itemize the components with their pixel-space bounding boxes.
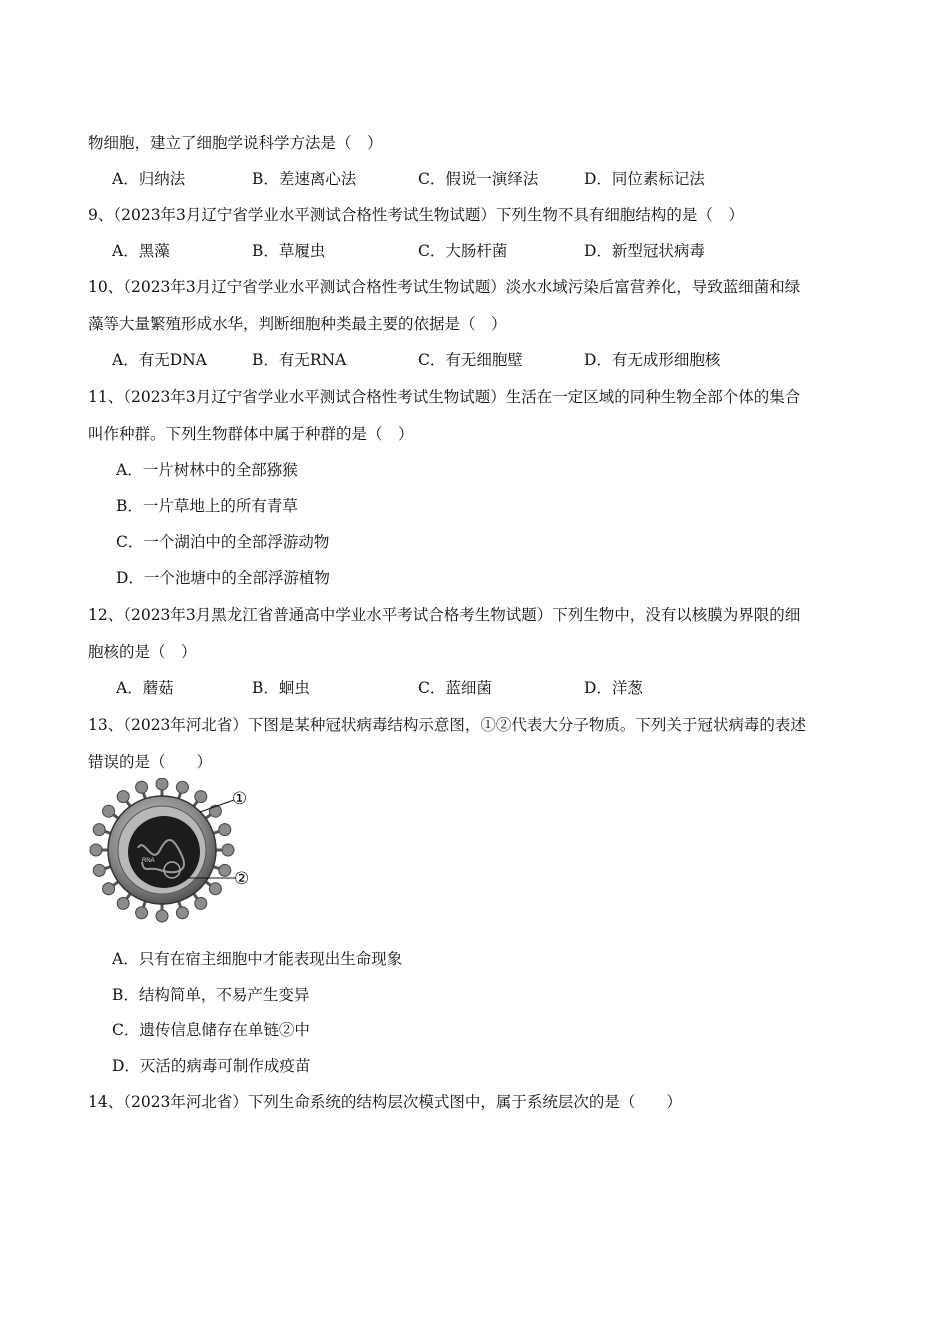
q10-option-d: D．有无成形细胞核 xyxy=(584,351,721,369)
q10-stem-line1: 10、（2023年3月辽宁省学业水平测试合格性考试生物试题）淡水水域污染后富营养化，导致蓝细菌和绿 xyxy=(88,278,801,296)
q12-option-c: C．蓝细菌 xyxy=(418,679,492,697)
q9-option-d: D．新型冠状病毒 xyxy=(584,242,705,260)
q11-option-a: A．一片树林中的全部猕猴 xyxy=(116,461,298,479)
q10-option-c: C．有无细胞壁 xyxy=(418,351,523,369)
spike-head xyxy=(195,791,207,803)
q12-option-b: B．蛔虫 xyxy=(252,679,310,697)
rna-label: RNA xyxy=(142,858,155,864)
coronavirus-structure-figure xyxy=(86,778,266,924)
spike-head xyxy=(176,907,188,919)
spike-head xyxy=(103,883,115,895)
spike-head xyxy=(156,910,168,922)
q12-option-a: A．蘑菇 xyxy=(116,679,174,697)
q10-option-a: A．有无DNA xyxy=(112,351,207,369)
q13-option-d: D．灭活的病毒可制作成疫苗 xyxy=(112,1057,311,1075)
q10-stem-line2: 藻等大量繁殖形成水华，判断细胞种类最主要的依据是（ ） xyxy=(88,315,507,333)
q11-option-c: C．一个湖泊中的全部浮游动物 xyxy=(116,533,330,551)
spike-head xyxy=(222,844,234,856)
viral-interior xyxy=(128,816,200,888)
q11-option-d: D．一个池塘中的全部浮游植物 xyxy=(116,569,330,587)
spike-head xyxy=(136,781,148,793)
q13-stem-line2: 错误的是（ ） xyxy=(88,753,213,771)
q13-stem-line1: 13、（2023年河北省）下图是某种冠状病毒结构示意图，①②代表大分子物质。下列关于冠状病毒的表述 xyxy=(88,716,806,734)
q8-option-d: D．同位素标记法 xyxy=(584,170,705,188)
q9-stem: 9、（2023年3月辽宁省学业水平测试合格性考试生物试题）下列生物不具有细胞结构的是（ ） xyxy=(88,206,744,224)
spike-head xyxy=(117,791,129,803)
q13-option-b: B．结构简单，不易产生变异 xyxy=(112,986,310,1004)
q12-stem-line2: 胞核的是（ ） xyxy=(88,643,197,661)
label-2: ② xyxy=(234,869,250,889)
spike-head xyxy=(219,824,231,836)
q8-option-a: A．归纳法 xyxy=(112,170,186,188)
q8-option-c: C．假说一演绎法 xyxy=(418,170,539,188)
spike-head xyxy=(93,824,105,836)
spike-head xyxy=(195,897,207,909)
q13-option-a: A．只有在宿主细胞中才能表现出生命现象 xyxy=(112,950,403,968)
q14-stem: 14、（2023年河北省）下列生命系统的结构层次模式图中，属于系统层次的是（ ） xyxy=(88,1093,682,1111)
q13-option-c: C．遗传信息储存在单链②中 xyxy=(112,1021,310,1039)
label-1: ① xyxy=(232,789,248,809)
spike-head xyxy=(219,864,231,876)
spike-head xyxy=(156,778,168,790)
q8-stem-tail: 物细胞，建立了细胞学说科学方法是（ ） xyxy=(88,134,383,152)
spike-head xyxy=(117,897,129,909)
spike-head xyxy=(90,844,102,856)
q11-option-b: B．一片草地上的所有青草 xyxy=(116,497,298,515)
q11-stem-line1: 11、（2023年3月辽宁省学业水平测试合格性考试生物试题）生活在一定区域的同种生物全部个体的集合 xyxy=(88,388,801,406)
q11-stem-line2: 叫作种群。下列生物群体中属于种群的是（ ） xyxy=(88,425,414,443)
spike-head xyxy=(103,805,115,817)
q8-option-b: B．差速离心法 xyxy=(252,170,357,188)
spike-head xyxy=(136,907,148,919)
spike-head xyxy=(209,883,221,895)
spike-head xyxy=(93,864,105,876)
coronavirus-diagram xyxy=(86,778,266,924)
q10-option-b: B．有无RNA xyxy=(252,351,347,369)
spike-head xyxy=(176,781,188,793)
q9-option-a: A．黑藻 xyxy=(112,242,170,260)
q12-option-d: D．洋葱 xyxy=(584,679,643,697)
q9-option-c: C．大肠杆菌 xyxy=(418,242,508,260)
q9-option-b: B．草履虫 xyxy=(252,242,326,260)
q12-stem-line1: 12、（2023年3月黑龙江省普通高中学业水平考试合格考生物试题）下列生物中，没有以核膜为界限的细 xyxy=(88,606,801,624)
